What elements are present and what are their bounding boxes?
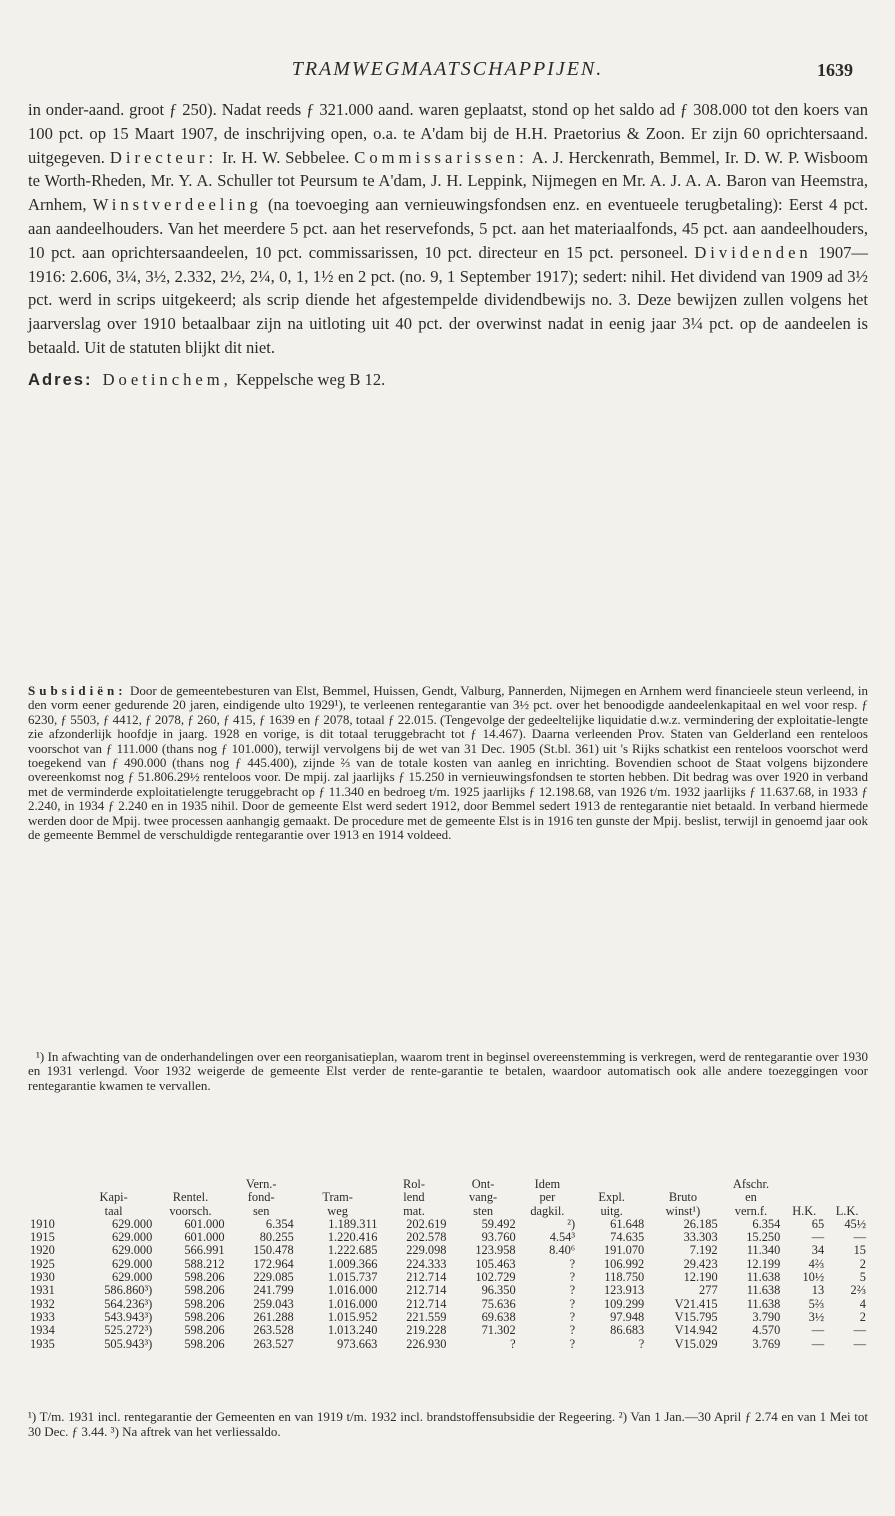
column-header: Tram- weg [322, 1190, 353, 1218]
footnote-text: ¹) In afwachting van de onderhandelingen over een reorganisatieplan, waarom trent in beginsel overeenstemming is verkregen, werd de rentegarantie over 1930 en 1931 verlengd. Voor 1932 weigerde de gemeente Elst verder de rente-garantie te betalen, waardoor automatisch ook alle andere toezeggingen voor rentegarantie kwamen te vervallen. [28, 1049, 868, 1093]
table-cell: 4.570 [752, 1323, 781, 1338]
year-cell: 1931 [30, 1283, 55, 1298]
table-cell: 1.016.000 [327, 1283, 378, 1298]
table-cell: 202.619 [406, 1216, 447, 1231]
table-cell: 75.636 [481, 1296, 516, 1311]
footnote-rentegarantie [28, 1050, 868, 1093]
table-cell: 11.638 [746, 1296, 781, 1311]
table-cell: 598.206 [184, 1336, 225, 1351]
table-cell: 277 [699, 1283, 718, 1298]
table-row [28, 1298, 868, 1311]
commissarissen-label: Commissarissen: [354, 147, 528, 167]
table-cell: 219.228 [406, 1323, 447, 1338]
company-paragraph [28, 98, 868, 360]
table-cell: 261.288 [253, 1309, 294, 1324]
winstverdeeling-label: Winstverdeeling [92, 195, 262, 215]
financial-table [28, 1178, 868, 1351]
table-cell: — [811, 1336, 825, 1351]
table-cell: 11.638 [746, 1283, 781, 1298]
table-cell: 29.423 [683, 1256, 718, 1271]
column-header: Idem per dagkil. [530, 1177, 565, 1218]
table-cell: 224.333 [406, 1256, 447, 1271]
table-row [28, 1284, 868, 1297]
table-cell: 6.354 [265, 1216, 294, 1231]
column-header: H.K. [792, 1203, 817, 1218]
table-cell: 629.000 [112, 1230, 153, 1245]
table-cell: 2 [859, 1256, 866, 1271]
table-cell: 202.578 [406, 1230, 447, 1245]
table-cell: 3.769 [752, 1336, 781, 1351]
table-cell: 1.009.366 [327, 1256, 378, 1271]
table-cell: 172.964 [253, 1256, 294, 1271]
year-cell: 1930 [30, 1270, 55, 1285]
table-cell: 505.943³) [104, 1336, 153, 1351]
table-cell: ? [569, 1323, 576, 1338]
year-cell: 1934 [30, 1323, 55, 1338]
table-cell: 123.958 [475, 1243, 516, 1258]
table-cell: 45½ [844, 1216, 866, 1231]
year-cell: 1933 [30, 1309, 55, 1324]
table-cell: ²) [567, 1216, 576, 1231]
column-header: Kapi- taal [99, 1190, 128, 1218]
column-header: L.K. [835, 1203, 859, 1218]
adres-place: Doetinchem, [102, 369, 232, 389]
table-cell: ? [510, 1336, 516, 1351]
table-cell: V15.029 [674, 1336, 718, 1351]
table-cell: 1.222.685 [327, 1243, 378, 1258]
main-text [28, 98, 868, 392]
dividenden-text: 1907—1916: 2.606, 3¼, 3½, 2.332, 2½, 2¼, 0, 1, 1½ en 2 pct. (no. 9, 1 September 1917); sedert: nihil. Het dividend van 1909 ad 3½ pct. werd in scrips uitgekeerd; als scrip diende het afgestempelde dividendbewijs no. 3. Deze bewijzen zullen volgens het jaarverslag over 1910 betaalbaar zijn na uitloting uit 40 pct. der overwinst nadat in eenig jaar 3¼ pct. op de aandeelen is betaald. Uit de statuten blijkt dit niet. [28, 242, 869, 357]
year-cell: 1915 [30, 1230, 55, 1245]
column-header: Rol- lend mat. [402, 1177, 425, 1218]
table-cell: 566.991 [184, 1243, 225, 1258]
table-row [28, 1324, 868, 1337]
running-title: TRAMWEGMAATSCHAPPIJEN. [291, 58, 604, 80]
table-cell: — [853, 1323, 866, 1338]
table-row [28, 1244, 868, 1257]
table-cell: 212.714 [406, 1283, 447, 1298]
table-cell: 3½ [808, 1309, 825, 1324]
table-cell: ? [569, 1256, 576, 1271]
table-cell: 4.54³ [549, 1230, 576, 1245]
table-cell: 71.302 [481, 1323, 516, 1338]
table-cell: ? [569, 1296, 576, 1311]
table-cell: 598.206 [184, 1270, 225, 1285]
table-cell: 86.683 [610, 1323, 645, 1338]
table-cell: 525.272³) [104, 1323, 153, 1338]
table-cell: 80.255 [259, 1230, 294, 1245]
table-cell: 629.000 [112, 1243, 153, 1258]
table-cell: 1.189.311 [328, 1216, 378, 1231]
table-cell: 601.000 [184, 1230, 225, 1245]
table-cell: — [811, 1323, 825, 1338]
directeur-text: Ir. H. W. Sebbelee. [222, 147, 350, 167]
table-cell: 150.478 [253, 1243, 294, 1258]
table-body [28, 1218, 868, 1351]
year-cell: 1925 [30, 1256, 55, 1271]
table-row [28, 1311, 868, 1324]
table-cell: 1.016.000 [327, 1296, 378, 1311]
table-cell: 96.350 [481, 1283, 516, 1298]
table-cell: 588.212 [184, 1256, 225, 1271]
table-cell: 1.015.952 [327, 1309, 378, 1324]
table-cell: ? [569, 1309, 576, 1324]
table-cell: — [811, 1230, 825, 1245]
dividenden-label: Dividenden [694, 242, 812, 262]
table-cell: 26.185 [683, 1216, 718, 1231]
table-cell: 191.070 [603, 1243, 645, 1258]
table-cell: 2 [859, 1309, 866, 1324]
table-cell: 263.528 [253, 1323, 294, 1338]
table-cell: 212.714 [406, 1270, 447, 1285]
table-cell: 5⅔ [808, 1296, 825, 1311]
commissarissen-text: A. J. Herckenrath, Bemmel, Ir. D. W. P. Wisboom te Worth-Rheden, Mr. Y. A. Schuller tot Peursum te A'dam, J. H. Leppink, Nijmegen en Mr. A. J. A. A. Baron van Heemstra, Arnhem, [28, 147, 868, 215]
table-cell: 118.750 [604, 1270, 645, 1285]
table-cell: 61.648 [610, 1216, 645, 1231]
table-row [28, 1218, 868, 1231]
table-cell: ? [569, 1336, 576, 1351]
table-cell: 3.790 [752, 1309, 781, 1324]
table-cell: 598.206 [184, 1323, 225, 1338]
page-number: 1639 [817, 60, 853, 80]
adres-label: Adres: [28, 369, 93, 389]
year-cell: 1910 [30, 1216, 55, 1231]
table-cell: 123.913 [603, 1283, 645, 1298]
table-cell: 1.015.737 [327, 1270, 378, 1285]
table-row [28, 1338, 868, 1351]
table-cell: — [853, 1336, 866, 1351]
table-cell: 12.199 [746, 1256, 781, 1271]
table-header-row [28, 1178, 868, 1218]
table-cell: 4 [859, 1296, 866, 1311]
table-cell: 629.000 [112, 1256, 153, 1271]
table-cell: 33.303 [683, 1230, 718, 1245]
table-cell: 13 [811, 1283, 825, 1298]
table-cell: V21.415 [674, 1296, 718, 1311]
table-cell: 259.043 [253, 1296, 294, 1311]
table-cell: 10½ [802, 1270, 825, 1285]
subsidies-paragraph [28, 684, 868, 842]
table-cell: 59.492 [481, 1216, 516, 1231]
table-cell: 598.206 [184, 1283, 225, 1298]
table-cell: 12.190 [683, 1270, 718, 1285]
table-cell: 229.085 [253, 1270, 294, 1285]
table-cell: 11.340 [746, 1243, 781, 1258]
table-cell: 543.943³) [104, 1309, 153, 1324]
adres-text: Keppelsche weg B 12. [235, 369, 386, 389]
table-cell: — [853, 1230, 866, 1245]
table-cell: 102.729 [475, 1270, 516, 1285]
table-cell: 598.206 [184, 1296, 225, 1311]
table-cell: 212.714 [406, 1296, 447, 1311]
table-cell: 229.098 [406, 1243, 447, 1258]
column-header: Afschr. en vern.f. [732, 1177, 770, 1218]
table-cell: 109.299 [603, 1296, 645, 1311]
table-cell: 598.206 [184, 1309, 225, 1324]
directeur-label: Directeur: [109, 147, 218, 167]
column-header: Rentel. voorsch. [169, 1190, 212, 1218]
table-cell: ? [569, 1283, 576, 1298]
table-row [28, 1231, 868, 1244]
table-cell: 5 [859, 1270, 866, 1285]
year-cell: 1920 [30, 1243, 55, 1258]
column-header [28, 1178, 73, 1218]
subsidies-section [28, 684, 868, 842]
column-header: Vern.- fond- sen [245, 1177, 277, 1218]
year-cell: 1935 [30, 1336, 55, 1351]
table-cell: 2⅔ [850, 1283, 866, 1298]
table-cell: 601.000 [184, 1216, 225, 1231]
table-cell: 629.000 [112, 1270, 153, 1285]
table-row [28, 1258, 868, 1271]
column-header: Ont- vang- sten [468, 1177, 498, 1218]
year-cell: 1932 [30, 1296, 55, 1311]
table-footnotes [28, 1410, 868, 1439]
table-cell: 1.220.416 [327, 1230, 378, 1245]
table-cell: 97.948 [610, 1309, 645, 1324]
table-cell: 263.527 [253, 1336, 294, 1351]
table-cell: 226.930 [406, 1336, 447, 1351]
address-line [28, 368, 868, 392]
table-cell: 221.559 [406, 1309, 447, 1324]
table-cell: 11.638 [746, 1270, 781, 1285]
winstverdeeling-text: (na toevoeging aan vernieuwingsfondsen enz. en eventueele terugbetaling): Eerst 4 pct. aan aandeelhouders. Van het meerdere 5 pct. aan het reservefonds, 5 pct. aan het materiaalfonds, 45 pct. aan aandeelhouders, 10 pct. aan oprichtersaandeelen, 10 pct. commissarissen, 10 pct. directeur en 15 pct. personeel. [28, 195, 869, 262]
table-cell: V14.942 [674, 1323, 718, 1338]
column-header: Bruto winst¹) [665, 1190, 701, 1218]
subsidies-text: Door de gemeentebesturen van Elst, Bemmel, Huissen, Gendt, Valburg, Pannerden, Nijmegen en Arnhem werd financieele steun verleend, in den vorm eener gedurende 20 jaren, eindigende ulto 1929¹), te verleenen rentegarantie van 3½ pct. over het benoodigde aandeelenkapitaal en wel voor resp. ƒ 6230, ƒ 5503, ƒ 4412, ƒ 2078, ƒ 260, ƒ 415, ƒ 1639 en ƒ 2078, totaal ƒ 22.015. (Tengevolge der gedeeltelijke liquidatie d.w.z. vermindering der exploitatie-lengte zie afzonderlijk hoofdje in jaarg. 1928 en vorige, is dit totaal teruggebracht tot ƒ 14.467). Daarna verleenden Prov. Staten van Gelderland een renteloos voorschot van ƒ 111.000 (thans nog ƒ 101.000), terwijl vervolgens bij de wet van 31 Dec. 1905 (St.bl. 361) uit 's Rijks schatkist een renteloos voorschot werd toegekend van ƒ 490.000 (thans nog ƒ 445.400), zijnde ⅔ van de totale kosten van aanleg en inrichting. Bovendien schoot de Staat volgens bijzondere overeenkomst nog ƒ 51.806.29½ renteloos voor. De mpij. zal jaarlijks ƒ 15.250 in vernieuwingsfondsen te storten hebben. Dit bedrag was over 1920 in verband met de verminderde exploitatielengte teruggebracht op ƒ 11.340 en bedroeg t/m. 1925 jaarlijks ƒ 12.198.68, van 1926 t/m. 1932 jaarlijks ƒ 11.637.68, in 1933 ƒ 2.240, in 1934 ƒ 2.240 en in 1935 nihil. Door de gemeente Elst werd sedert 1912, door Bemmel sedert 1913 de rentegarantie niet betaald. In verband hiermede werden door de Mpij. twee processen aanhangig gemaakt. De procedure met de gemeente Elst is in 1916 ten gunste der Mpij. beslist, terwijl in genoemd jaar ook de gemeente Bemmel de verschuldigde rentegarantie over 1913 en 1914 voldeed. [28, 683, 869, 843]
table-cell: 34 [811, 1243, 825, 1258]
table-cell: 15.250 [746, 1230, 781, 1245]
table-cell: 15 [853, 1243, 866, 1258]
table-cell: ? [638, 1336, 645, 1351]
subsidies-label: Subsidiën: [28, 683, 127, 698]
table-cell: 629.000 [112, 1216, 153, 1231]
table-cell: ? [569, 1270, 576, 1285]
table-cell: 106.992 [603, 1256, 645, 1271]
table-cell: 564.236³) [104, 1296, 153, 1311]
table-cell: 93.760 [481, 1230, 516, 1245]
table-cell: 105.463 [475, 1256, 516, 1271]
table-footnotes-text: ¹) T/m. 1931 incl. rentegarantie der Gemeenten en van 1919 t/m. 1932 incl. brandstoffensubsidie der Regeering. ²) Van 1 Jan.—30 April ƒ 2.74 en van 1 Mei tot 30 Dec. ƒ 3.44. ³) Na aftrek van het verliessaldo. [28, 1409, 868, 1439]
column-header: Expl. uitg. [598, 1190, 625, 1218]
table-row [28, 1271, 868, 1284]
table-cell: 7.192 [689, 1243, 718, 1258]
table-cell: 1.013.240 [327, 1323, 378, 1338]
table-cell: 6.354 [752, 1216, 781, 1231]
table-cell: 65 [811, 1216, 825, 1231]
table-cell: 4⅔ [808, 1256, 825, 1271]
table-cell: 973.663 [337, 1336, 378, 1351]
intro-text: in onder-aand. groot ƒ 250). Nadat reeds ƒ 321.000 aand. waren geplaatst, stond op het saldo ad ƒ 308.000 tot den koers van 100 pct. op 15 Maart 1907, de inschrijving open, o.a. te A'dam bij de H.H. Praetorius & Zoon. Er zijn 60 oprichtersaand. uitgegeven. [28, 100, 868, 167]
table-cell: 586.860³) [104, 1283, 153, 1298]
table-cell: 8.40⁶ [549, 1243, 576, 1258]
table-cell: 241.799 [253, 1283, 294, 1298]
table-cell: V15.795 [674, 1309, 718, 1324]
page-header [0, 58, 895, 86]
table-cell: 74.635 [610, 1230, 645, 1245]
table-cell: 69.638 [481, 1309, 516, 1324]
